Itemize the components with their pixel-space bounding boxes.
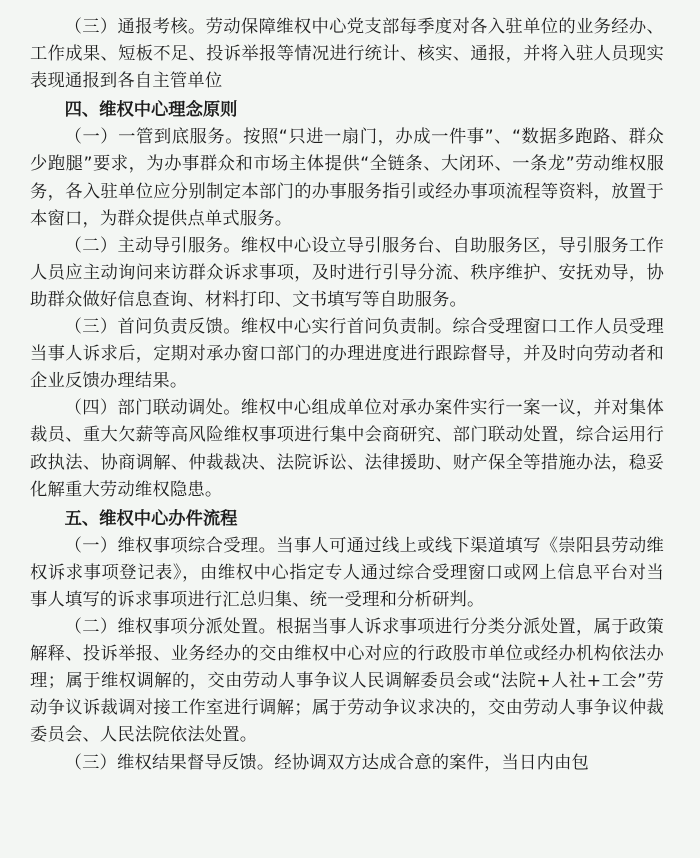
section-heading-principles: 四、维权中心理念原则 bbox=[64, 100, 238, 121]
paragraph-acceptance: （一）维权事项综合受理。当事人可通过线上或线下渠道填写《崇阳县劳动维权诉求事项登记表》，由维权中心指定专人通过综合受理窗口或网上信息平台对当事人填写的诉求事项进行汇总归集、统一受理和分析研判。 bbox=[30, 535, 664, 610]
paragraph-feedback: （三）维权结果督导反馈。经协调双方达成合意的案件，当日内由包 bbox=[64, 752, 590, 773]
paragraph-notify-assessment: （三）通报考核。劳动保障维权中心党支部每季度对各入驻单位的业务经办、工作成果、短板不足、投诉举报等情况进行统计、核实、通报，并将入驻人员现实表现通报到各自主管单位 bbox=[30, 17, 664, 92]
paragraph-one-stop-service: （一）一管到底服务。按照“只进一扇门，办成一件事”、“数据多跑路、群众少跑腿”要求，为办事群众和市场主体提供“全链条、大闭环、一条龙”劳动维权服务，各入驻单位应分别制定本部门的办事服务指引或经办事项流程等资料，放置于本窗口，为群众提供点单式服务。 bbox=[30, 127, 664, 229]
section-heading-process: 五、维权中心办件流程 bbox=[64, 508, 238, 529]
paragraph-department-linkage: （四）部门联动调处。维权中心组成单位对承办案件实行一案一议，并对集体裁员、重大欠薪等高风险维权事项进行集中会商研究、部门联动处置，综合运用行政执法、协商调解、仲裁裁决、法院诉讼、法律援助、财产保全等措施办法，稳妥化解重大劳动维权隐患。 bbox=[30, 398, 664, 500]
paragraph-dispatch: （二）维权事项分派处置。根据当事人诉求事项进行分类分派处置，属于政策解释、投诉举报、业务经办的交由维权中心对应的行政股市单位或经办机构依法办理；属于维权调解的，交由劳动人事争议人民调解委员会或“法院+人社+工会”劳动争议诉裁调对接工作室进行调解；属于劳动争议求决的，交由劳动人事争议仲裁委员会、人民法院依法处置。 bbox=[30, 617, 664, 746]
paragraph-first-responsibility: （三）首问负责反馈。维权中心实行首问负责制。综合受理窗口工作人员受理当事人诉求后，定期对承办窗口部门的办理进度进行跟踪督导，并及时向劳动者和企业反馈办理结果。 bbox=[30, 317, 664, 392]
paragraph-guidance-service: （二）主动导引服务。维权中心设立导引服务台、自助服务区，导引服务工作人员应主动询问来访群众诉求事项，及时进行引导分流、秩序维护、安抚劝导，协助群众做好信息查询、材料打印、文书填写等自助服务。 bbox=[30, 235, 664, 310]
